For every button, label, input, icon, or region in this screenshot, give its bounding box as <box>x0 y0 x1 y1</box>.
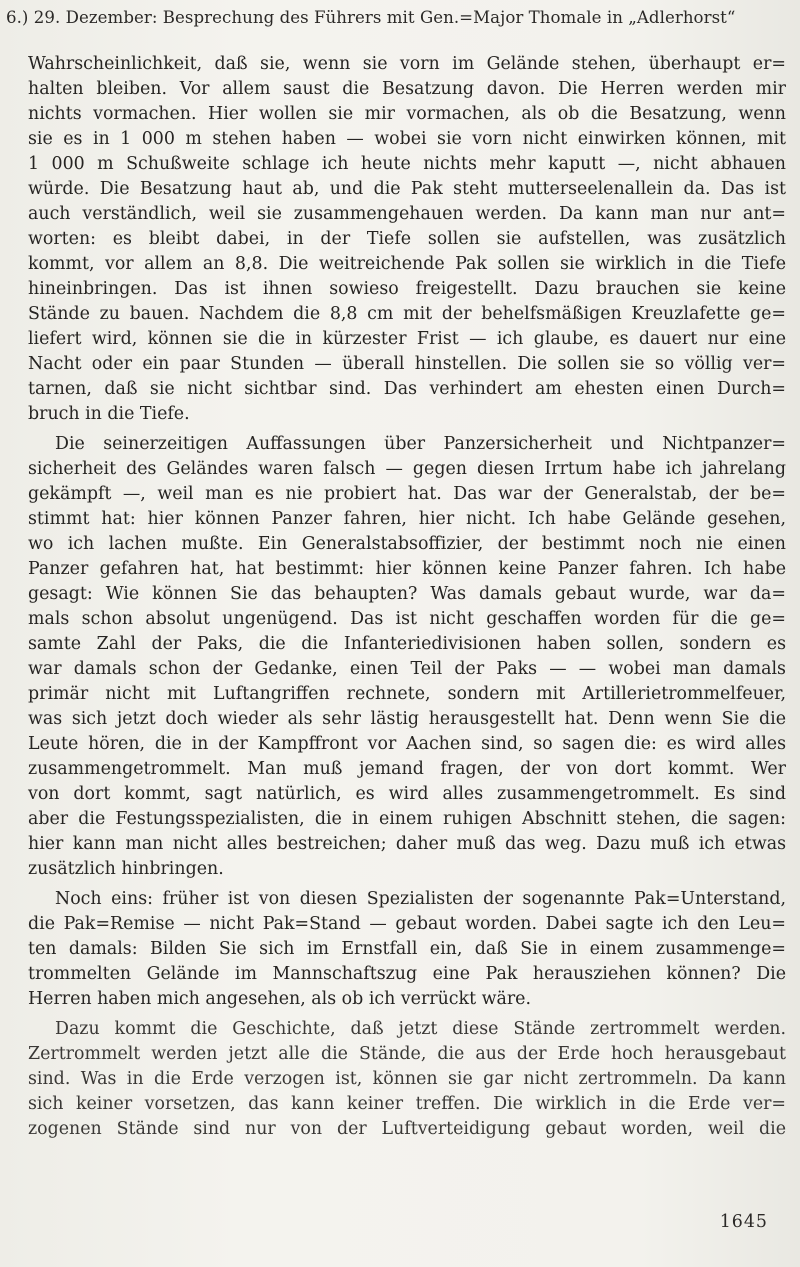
text-line: Stände zu bauen. Nachdem die 8,8 cm mit der behelfsmäßigen Kreuzlafette ge= <box>28 304 786 324</box>
text-line: stimmt hat: hier können Panzer fahren, hier nicht. Ich habe Gelände gesehen, <box>28 509 786 529</box>
text-line: hineinbringen. Das ist ihnen sowieso freigestellt. Dazu brauchen sie keine <box>28 279 786 299</box>
text-line: ten damals: Bilden Sie sich im Ernstfall ein, daß Sie in einem zusammenge= <box>28 939 786 959</box>
text-line: primär nicht mit Luftangriffen rechnete, sondern mit Artillerietrommelfeuer, <box>28 684 786 704</box>
text-line: wo ich lachen mußte. Ein Generalstabsoffizier, der bestimmt noch nie einen <box>28 534 786 554</box>
text-line: Die seinerzeitigen Auffassungen über Panzersicherheit und Nichtpanzer= <box>55 434 786 454</box>
text-line: Leute hören, die in der Kampffront vor Aachen sind, so sagen die: es wird alles <box>28 734 786 754</box>
text-line: tarnen, daß sie nicht sichtbar sind. Das verhindert am ehesten einen Durch= <box>28 379 786 399</box>
text-line: Dazu kommt die Geschichte, daß jetzt diese Stände zertrommelt werden. <box>55 1019 786 1039</box>
text-line: Wahrscheinlichkeit, daß sie, wenn sie vorn im Gelände stehen, überhaupt er= <box>28 54 786 74</box>
text-line: 1 000 m Schußweite schlage ich heute nichts mehr kaputt —, nicht abhauen <box>28 154 786 174</box>
text-line: Zertrommelt werden jetzt alle die Stände, die aus der Erde hoch herausgebaut <box>28 1044 786 1064</box>
text-line: worten: es bleibt dabei, in der Tiefe sollen sie aufstellen, was zusätzlich <box>28 229 786 249</box>
text-line: Noch eins: früher ist von diesen Spezialisten der sogenannte Pak=Unterstand, <box>55 889 786 909</box>
text-line: bruch in die Tiefe. <box>28 404 190 424</box>
text-line: trommelten Gelände im Mannschaftszug eine Pak herausziehen können? Die <box>28 964 786 984</box>
running-head: 6.) 29. Dezember: Besprechung des Führers mit Gen.=Major Thomale in „Adlerhorst“ <box>6 8 736 27</box>
text-line: aber die Festungsspezialisten, die in einem ruhigen Abschnitt stehen, die sagen: <box>28 809 786 829</box>
text-line: samte Zahl der Paks, die die Infanteriedivisionen haben sollen, sondern es <box>28 634 786 654</box>
paragraph-2 <box>28 432 786 882</box>
text-line: würde. Die Besatzung haut ab, und die Pak steht mutterseelenallein da. Das ist <box>28 179 786 199</box>
paragraph-3 <box>28 887 786 1012</box>
paragraph-4 <box>28 1017 786 1142</box>
text-line: war damals schon der Gedanke, einen Teil der Paks — — wobei man damals <box>28 659 786 679</box>
text-line: sie es in 1 000 m stehen haben — wobei sie vorn nicht einwirken können, mit <box>28 129 786 149</box>
text-line: was sich jetzt doch wieder als sehr lästig herausgestellt hat. Denn wenn Sie die <box>28 709 786 729</box>
paragraph-1 <box>28 52 786 427</box>
page-number: 1645 <box>719 1212 768 1232</box>
text-line: zusammengetrommelt. Man muß jemand fragen, der von dort kommt. Wer <box>28 759 786 779</box>
text-line: von dort kommt, sagt natürlich, es wird alles zusammengetrommelt. Es sind <box>28 784 786 804</box>
text-line: die Pak=Remise — nicht Pak=Stand — gebaut worden. Dabei sagte ich den Leu= <box>28 914 786 934</box>
text-line: sicherheit des Geländes waren falsch — gegen diesen Irrtum habe ich jahrelang <box>28 459 786 479</box>
text-line: halten bleiben. Vor allem saust die Besatzung davon. Die Herren werden mir <box>28 79 786 99</box>
text-line: gesagt: Wie können Sie das behaupten? Was damals gebaut wurde, war da= <box>28 584 786 604</box>
text-line: auch verständlich, weil sie zusammengehauen werden. Da kann man nur ant= <box>28 204 786 224</box>
text-line: Panzer gefahren hat, hat bestimmt: hier können keine Panzer fahren. Ich habe <box>28 559 786 579</box>
text-line: zusätzlich hinbringen. <box>28 859 224 879</box>
text-line: Nacht oder ein paar Stunden — überall hinstellen. Die sollen sie so völlig ver= <box>28 354 786 374</box>
text-line: nichts vormachen. Hier wollen sie mir vormachen, als ob die Besatzung, wenn <box>28 104 786 124</box>
text-line: Herren haben mich angesehen, als ob ich verrückt wäre. <box>28 989 531 1009</box>
text-line: mals schon absolut ungenügend. Das ist nicht geschaffen worden für die ge= <box>28 609 786 629</box>
text-line: sind. Was in die Erde verzogen ist, können sie gar nicht zertrommeln. Da kann <box>28 1069 786 1089</box>
text-line: hier kann man nicht alles bestreichen; daher muß das weg. Dazu muß ich etwas <box>28 834 786 854</box>
text-line: sich keiner vorsetzen, das kann keiner treffen. Die wirklich in die Erde ver= <box>28 1094 786 1114</box>
text-line: zogenen Stände sind nur von der Luftverteidigung gebaut worden, weil die <box>28 1119 786 1139</box>
text-line: kommt, vor allem an 8,8. Die weitreichende Pak sollen sie wirklich in die Tiefe <box>28 254 786 274</box>
text-line: gekämpft —, weil man es nie probiert hat. Das war der Generalstab, der be= <box>28 484 786 504</box>
text-line: liefert wird, können sie die in kürzester Frist — ich glaube, es dauert nur eine <box>28 329 786 349</box>
body-text <box>28 52 786 1142</box>
